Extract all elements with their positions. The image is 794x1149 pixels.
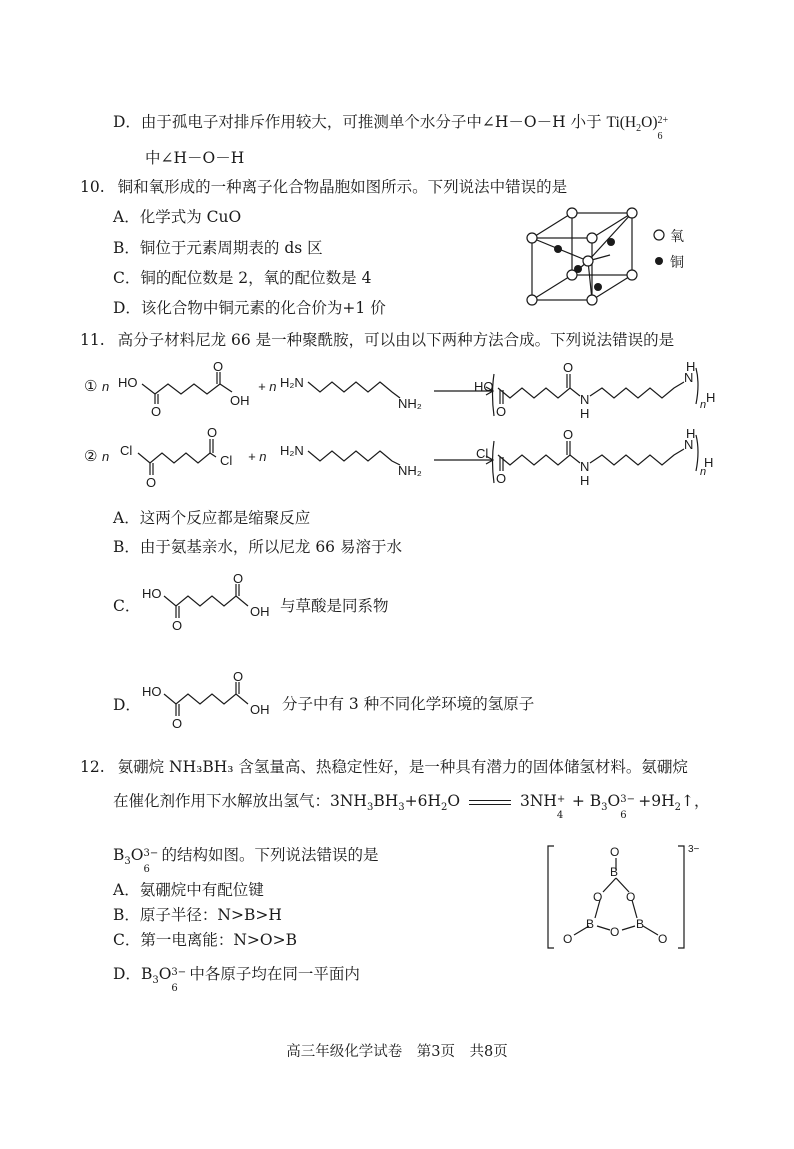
- route-1-label: ①: [84, 378, 98, 395]
- q9-option-d-line1: [113, 110, 671, 142]
- svg-text:H₂N: H₂N: [280, 375, 304, 390]
- legend-oxygen-label: 氧: [670, 229, 684, 245]
- svg-text:N: N: [684, 370, 694, 385]
- svg-text:O: O: [213, 360, 224, 374]
- svg-text:O: O: [172, 618, 183, 633]
- q10-option-c: C．铜的配位数是 2，氧的配位数是 4: [113, 269, 372, 287]
- q10-option-d: D．该化合物中铜元素的化合价为+1 价: [113, 299, 386, 317]
- svg-text:B: B: [610, 865, 619, 879]
- svg-text:O: O: [658, 932, 668, 946]
- q11-option-c-tail: 与草酸是同系物: [280, 597, 389, 615]
- q11-number: 11.: [80, 331, 105, 349]
- svg-text:OH: OH: [250, 702, 270, 717]
- svg-text:HO: HO: [474, 379, 494, 394]
- svg-text:HO: HO: [142, 684, 162, 699]
- oxygen-atoms: [527, 208, 637, 305]
- svg-text:O: O: [610, 925, 620, 939]
- svg-text:N: N: [684, 437, 694, 452]
- legend-oxygen-icon: [654, 230, 664, 240]
- b3o6-structure: [540, 840, 720, 955]
- svg-text:O: O: [207, 425, 218, 440]
- q11-option-d-tail: 分子中有 3 种不同化学环境的氢原子: [282, 695, 535, 713]
- q12-ion-intro: $B_3O$ 3− 6 的结构如图。下列说法错误的是: [113, 846, 379, 875]
- q10-option-b: B．铜位于元素周期表的 ds 区: [113, 239, 323, 257]
- nylon66-route2-skeleton: [493, 435, 699, 483]
- svg-text:O: O: [593, 890, 603, 904]
- svg-text:OH: OH: [230, 393, 250, 408]
- svg-text:H₂N: H₂N: [280, 443, 304, 458]
- svg-text:n: n: [102, 449, 110, 464]
- svg-text:Cl: Cl: [476, 446, 489, 461]
- svg-text:n: n: [700, 466, 707, 478]
- svg-text:HO: HO: [142, 586, 162, 601]
- route-2-equation: [80, 425, 720, 495]
- adipoyl-chloride-skeleton: [138, 439, 216, 475]
- svg-text:H: H: [686, 360, 696, 374]
- q9-option-d-line2: 中∠H－O－H: [145, 149, 245, 167]
- svg-text:H: H: [580, 406, 590, 421]
- svg-text:Cl: Cl: [120, 443, 133, 458]
- q11-stem-text: 高分子材料尼龙 66 是一种聚酰胺，可以由以下两种方法合成。下列说法错误的是: [117, 331, 675, 349]
- svg-text:O: O: [233, 572, 244, 586]
- hexanediamine-skeleton-2: [308, 451, 400, 465]
- q12-option-b: B．原子半径：N>B>H: [113, 906, 282, 924]
- svg-text:Cl: Cl: [220, 453, 233, 468]
- svg-text:N: N: [580, 392, 590, 407]
- svg-text:B: B: [586, 917, 595, 931]
- q12-option-c: C．第一电离能：N>O>B: [113, 931, 297, 949]
- q10-stem-text: 铜和氧形成的一种离子化合物晶胞如图所示。下列说法中错误的是: [117, 178, 568, 196]
- svg-text:O: O: [626, 890, 636, 904]
- hexanediamine-skeleton: [308, 382, 400, 398]
- svg-text:H: H: [706, 390, 716, 405]
- q10-stem: [80, 175, 567, 197]
- legend-copper-icon: [655, 257, 663, 265]
- svg-text:n: n: [102, 379, 110, 394]
- route-2-label: ②: [84, 448, 98, 465]
- q12-stem-line2: 在催化剂作用下水解放出氢气：$3NH_3BH_3+6H_2O$ 3NH + 4 + $B_3O$ 3− 6 $+9H_2↑$，: [113, 792, 710, 821]
- q9-option-d-complex: $Ti(H_2O)$ 2+ 6: [606, 114, 669, 142]
- svg-text:O: O: [563, 427, 574, 442]
- svg-text:O: O: [151, 404, 162, 419]
- svg-text:OH: OH: [250, 604, 270, 619]
- q11-stem: [80, 328, 674, 350]
- q10-option-a: A．化学式为 CuO: [113, 208, 242, 226]
- svg-text:NH₂: NH₂: [398, 396, 422, 411]
- equals-sign: [469, 800, 511, 805]
- q9-option-d-text: D．由于孤电子对排斥作用较大，可推测单个水分子中∠H－O－H 小于: [113, 113, 602, 131]
- route-1-equation: [80, 360, 720, 430]
- q11-option-c-label: C．: [113, 597, 141, 615]
- svg-text:O: O: [233, 670, 244, 684]
- q11-option-d-label: D．: [113, 696, 141, 714]
- svg-text:B: B: [636, 917, 645, 931]
- svg-text:O: O: [610, 845, 620, 859]
- svg-text:O: O: [563, 932, 573, 946]
- q11-option-d-structure: [140, 670, 280, 732]
- page-footer: 高三年级化学试卷 第3页 共8页: [286, 1044, 508, 1060]
- q12-number: 12.: [80, 758, 105, 776]
- svg-text:H: H: [580, 473, 590, 488]
- svg-text:NH₂: NH₂: [398, 463, 422, 478]
- svg-text:O: O: [496, 471, 507, 486]
- ion-charge: 3−: [688, 844, 700, 855]
- svg-text:O: O: [146, 475, 157, 490]
- svg-text:H: H: [686, 426, 696, 441]
- svg-text:H: H: [704, 455, 714, 470]
- svg-text:+ n: + n: [248, 449, 267, 464]
- svg-text:O: O: [172, 716, 183, 731]
- q12-stem-line1: [80, 755, 688, 777]
- svg-text:HO: HO: [118, 375, 138, 390]
- q11-option-b: B．由于氨基亲水，所以尼龙 66 易溶于水: [113, 538, 402, 556]
- q11-option-c-structure: [140, 572, 280, 634]
- q12-stem-text: 氨硼烷 NH₃BH₃ 含氢量高、热稳定性好，是一种具有潜力的固体储氢材料。氨硼烷: [117, 758, 688, 776]
- adipic-acid-skeleton: [142, 372, 232, 404]
- svg-text:+ n: + n: [258, 379, 277, 394]
- q10-number: 10.: [80, 178, 105, 196]
- q12-option-d: D．$B_3O$ 3− 6 中各原子均在同一平面内: [113, 965, 360, 994]
- svg-text:n: n: [700, 399, 707, 411]
- q11-option-a: A．这两个反应都是缩聚反应: [113, 509, 311, 527]
- nylon66-route1-skeleton: [493, 368, 699, 416]
- q12-option-a: A．氨硼烷中有配位键: [113, 881, 264, 899]
- svg-text:O: O: [496, 404, 507, 419]
- legend-copper-label: 铜: [670, 255, 684, 271]
- svg-text:O: O: [563, 360, 574, 375]
- svg-text:N: N: [580, 459, 590, 474]
